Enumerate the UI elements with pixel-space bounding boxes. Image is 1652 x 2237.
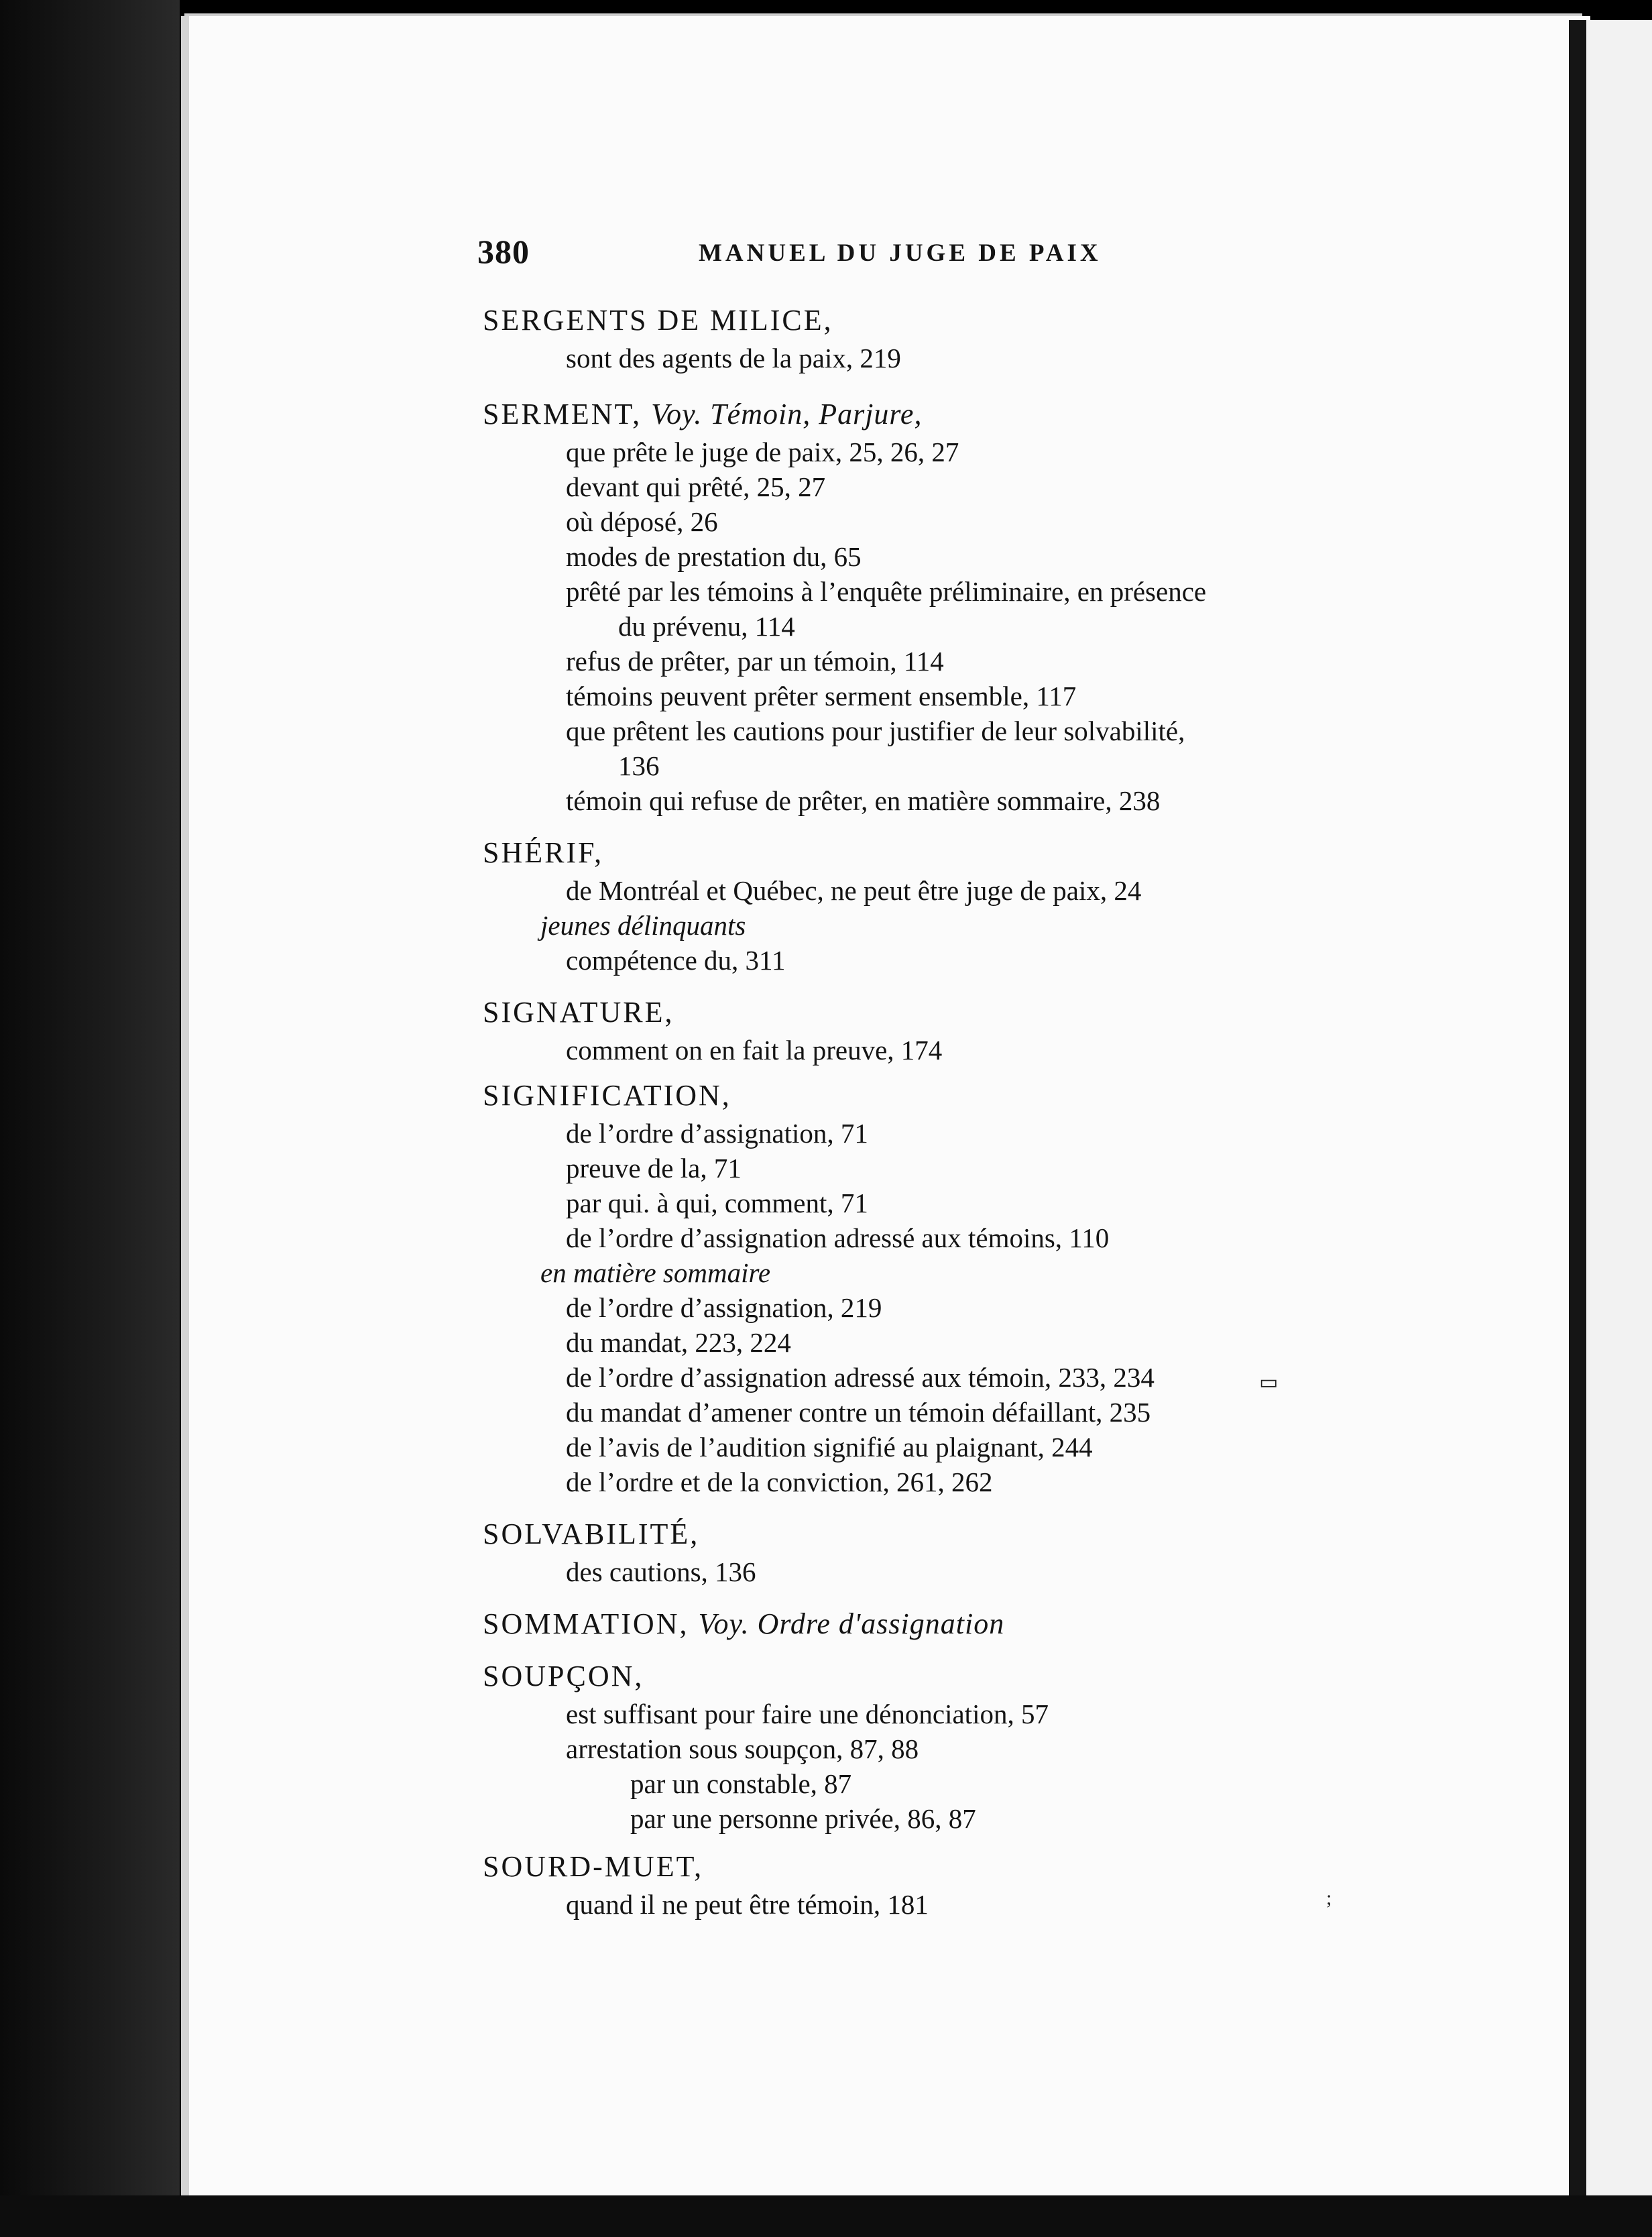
- entry-line: prêté par les témoins à l’enquête préliminaire, en présence: [566, 576, 1207, 607]
- entry-heading-term: SOMMATION,: [483, 1607, 689, 1640]
- entry-line: témoins peuvent prêter serment ensemble, 117: [566, 681, 1077, 711]
- scan-speck: ;: [1326, 1887, 1332, 1909]
- entry-subcategory: en matière sommaire: [540, 1257, 771, 1288]
- scan-left-border: [0, 0, 180, 2237]
- entry-line: témoin qui refuse de prêter, en matière sommaire, 238: [566, 785, 1161, 816]
- entry-heading-term: SERMENT,: [483, 398, 642, 431]
- entry-line: arrestation sous soupçon, 87, 88: [566, 1733, 919, 1764]
- entry-line: par qui. à qui, comment, 71: [566, 1188, 868, 1218]
- scan-speck: ▭: [1259, 1371, 1279, 1393]
- entry-heading: [483, 397, 922, 432]
- page-number: 380: [477, 233, 530, 270]
- entry-heading: [483, 1607, 1004, 1642]
- entry-line: quand il ne peut être témoin, 181: [566, 1889, 929, 1920]
- entry-heading: SOUPÇON,: [483, 1660, 644, 1693]
- entry-subcategory: jeunes délinquants: [540, 910, 746, 941]
- entry-line: modes de prestation du, 65: [566, 541, 862, 572]
- entry-heading: SOURD-MUET,: [483, 1850, 704, 1883]
- entry-line: de l’ordre d’assignation, 71: [566, 1118, 868, 1149]
- facing-page-edge: [1586, 20, 1652, 2199]
- entry-line: des cautions, 136: [566, 1556, 756, 1587]
- entry-line: sont des agents de la paix, 219: [566, 343, 901, 374]
- entry-line: comment on en fait la preuve, 174: [566, 1035, 943, 1066]
- entry-subline: par un constable, 87: [630, 1768, 852, 1799]
- entry-line: compétence du, 311: [566, 945, 786, 976]
- entry-line: de l’avis de l’audition signifié au plaignant, 244: [566, 1432, 1093, 1462]
- entry-line: où déposé, 26: [566, 506, 718, 537]
- entry-line: que prêtent les cautions pour justifier de leur solvabilité,: [566, 715, 1185, 746]
- entry-heading: SHÉRIF,: [483, 836, 604, 869]
- entry-line-continuation: 136: [618, 750, 660, 781]
- entry-subline: par une personne privée, 86, 87: [630, 1803, 976, 1834]
- cross-reference: Voy. Ordre d'assignation: [698, 1607, 1005, 1640]
- entry-line: est suffisant pour faire une dénonciation, 57: [566, 1699, 1049, 1729]
- entry-line: de Montréal et Québec, ne peut être juge de paix, 24: [566, 875, 1142, 906]
- entry-line: de l’ordre d’assignation, 219: [566, 1292, 882, 1323]
- entry-heading: SIGNATURE,: [483, 996, 674, 1029]
- entry-line: de l’ordre et de la conviction, 261, 262: [566, 1467, 993, 1497]
- page-header: [477, 232, 1155, 286]
- entry-heading: SERGENTS DE MILICE,: [483, 304, 833, 337]
- entry-line: du mandat d’amener contre un témoin défaillant, 235: [566, 1397, 1151, 1428]
- entry-heading: SIGNIFICATION,: [483, 1079, 731, 1112]
- cross-reference: Voy. Témoin, Parjure,: [651, 398, 923, 431]
- entry-line-continuation: du prévenu, 114: [618, 611, 795, 642]
- running-title: MANUEL DU JUGE DE PAIX: [699, 239, 1102, 267]
- entry-line: de l’ordre d’assignation adressé aux témoins, 110: [566, 1222, 1110, 1253]
- entry-line: du mandat, 223, 224: [566, 1327, 791, 1358]
- scan-gutter: [1569, 20, 1586, 2199]
- entry-line: de l’ordre d’assignation adressé aux témoin, 233, 234: [566, 1362, 1155, 1393]
- entry-heading: SOLVABILITÉ,: [483, 1517, 700, 1550]
- entry-line: preuve de la, 71: [566, 1153, 742, 1184]
- entry-line: que prête le juge de paix, 25, 26, 27: [566, 437, 959, 467]
- scan-bottom-border: [0, 2195, 1652, 2237]
- entry-line: devant qui prêté, 25, 27: [566, 471, 826, 502]
- entry-line: refus de prêter, par un témoin, 114: [566, 646, 944, 677]
